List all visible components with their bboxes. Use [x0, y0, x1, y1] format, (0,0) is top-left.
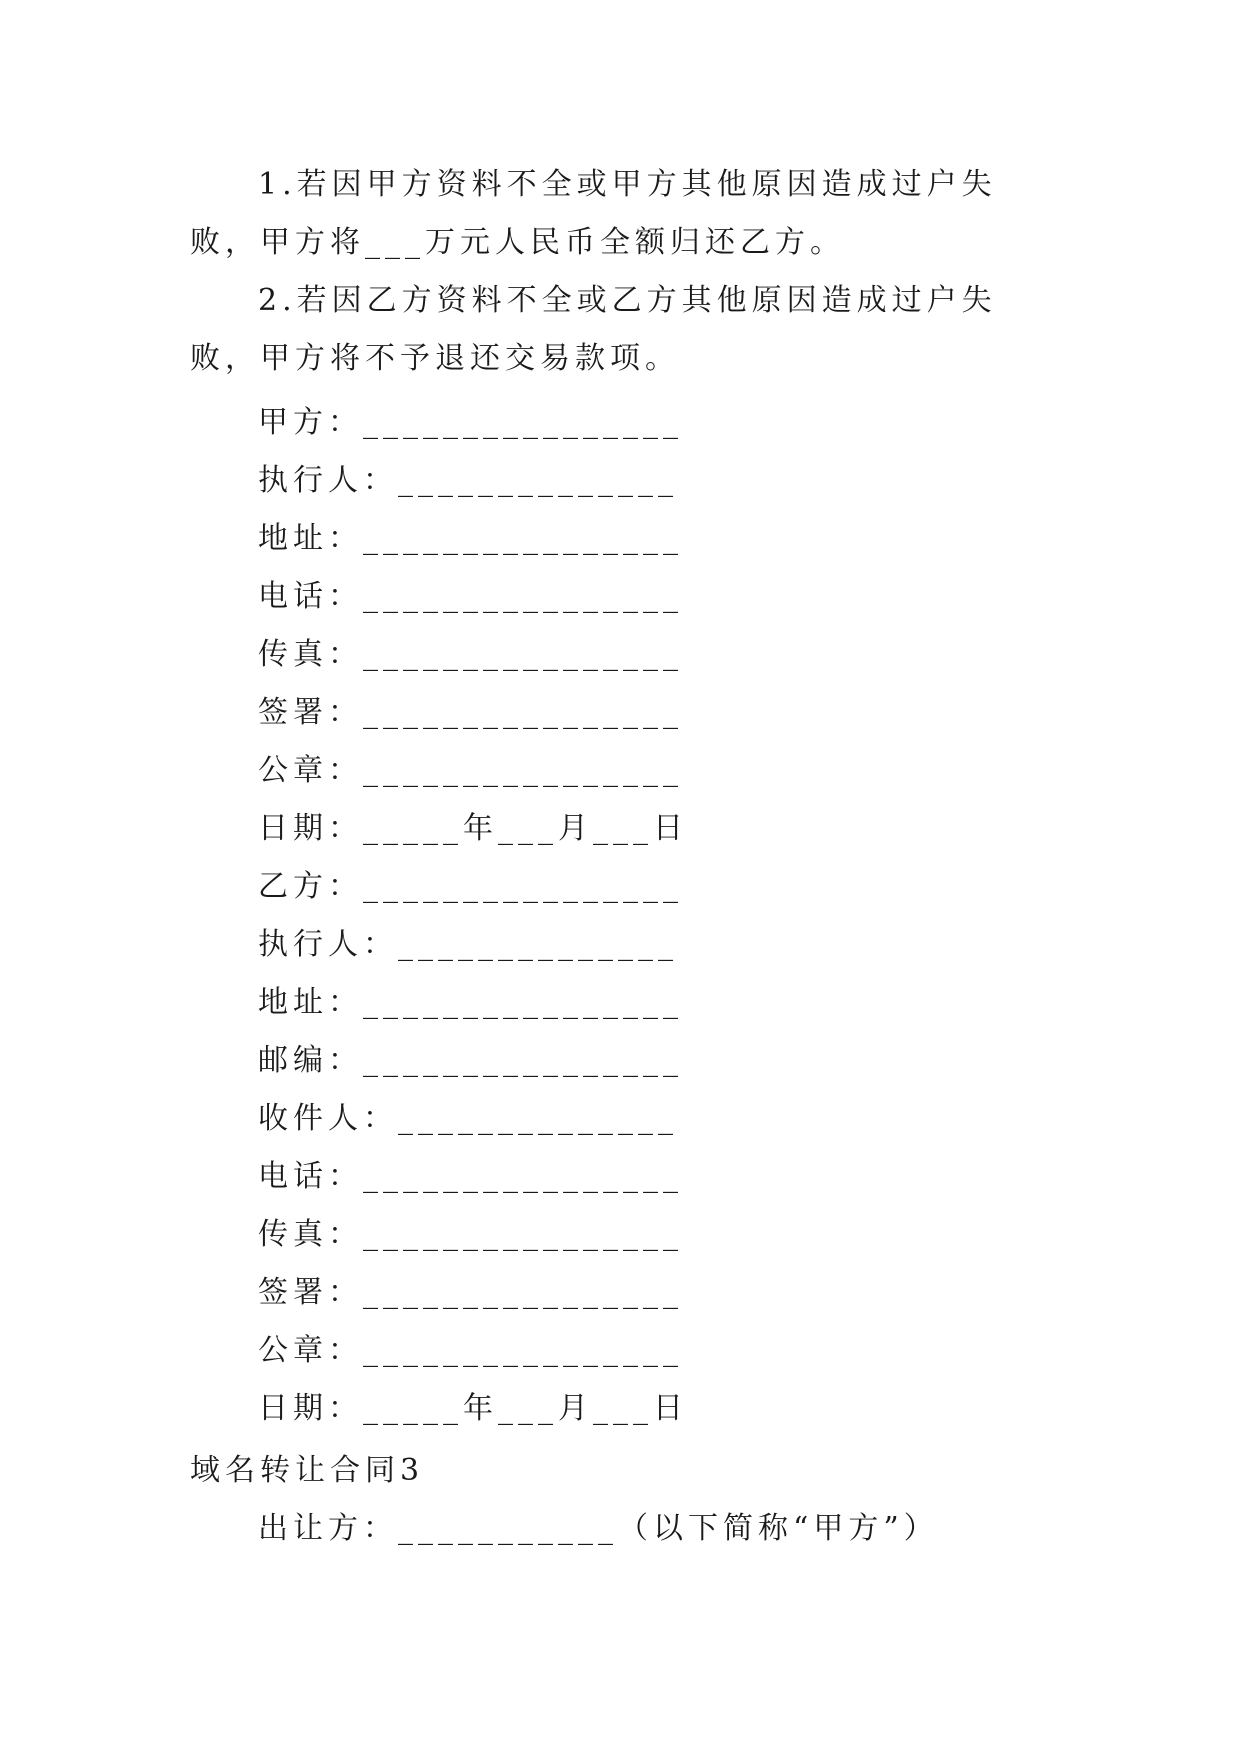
party-a-seal-field	[258, 742, 958, 800]
party-b-phone-label: 电话：________________	[258, 1159, 683, 1194]
party-b-signature-label: 签署：________________	[258, 1275, 683, 1310]
party-a-executor-label: 执行人：______________	[258, 463, 678, 498]
party-a-fax-label: 传真：________________	[258, 637, 683, 672]
party-b-address-field	[258, 974, 958, 1032]
clause-2: 2.若因乙方资料不全或乙方其他原因造成过户失败，甲方将不予退还交易款项。	[190, 283, 997, 376]
party-b-executor-field	[258, 916, 958, 974]
party-a-name-field	[258, 394, 958, 452]
party-b-seal-label: 公章：________________	[258, 1333, 683, 1368]
party-b-address-label: 地址：________________	[258, 985, 683, 1020]
party-b-postcode-label: 邮编：________________	[258, 1043, 683, 1078]
party-b-name-label: 乙方：________________	[258, 869, 683, 904]
party-b-postcode-field	[258, 1032, 958, 1090]
party-b-name-field	[258, 858, 958, 916]
party-a-phone-label: 电话：________________	[258, 579, 683, 614]
party-a-address-label: 地址：________________	[258, 521, 683, 556]
party-a-date-label: 日期：_____年___月___日	[258, 811, 688, 846]
party-b-date-label: 日期：_____年___月___日	[258, 1391, 688, 1426]
party-b-fax-field	[258, 1206, 958, 1264]
party-a-date-field	[258, 800, 958, 858]
party-a-address-field	[258, 510, 958, 568]
party-b-recipient-label: 收件人：______________	[258, 1101, 678, 1136]
party-a-executor-field	[258, 452, 958, 510]
section-title: 域名转让合同3	[190, 1453, 425, 1488]
party-a-fax-field	[258, 626, 958, 684]
party-a-signature-label: 签署：________________	[258, 695, 683, 730]
party-b-phone-field	[258, 1148, 958, 1206]
party-b-recipient-field	[258, 1090, 958, 1148]
party-b-executor-label: 执行人：______________	[258, 927, 678, 962]
party-a-phone-field	[258, 568, 958, 626]
transferor-line: 出让方：___________（以下简称“甲方”）	[258, 1511, 939, 1546]
party-a-seal-label: 公章：________________	[258, 753, 683, 788]
party-a-signature-field	[258, 684, 958, 742]
party-b-fax-label: 传真：________________	[258, 1217, 683, 1252]
clause-1: 1.若因甲方资料不全或甲方其他原因造成过户失败，甲方将___万元人民币全额归还乙方。	[190, 167, 997, 260]
party-b-date-field	[258, 1380, 958, 1438]
party-a-name-label: 甲方：________________	[258, 405, 683, 440]
signature-block	[258, 394, 958, 1438]
party-b-signature-field	[258, 1264, 958, 1322]
party-b-seal-field	[258, 1322, 958, 1380]
